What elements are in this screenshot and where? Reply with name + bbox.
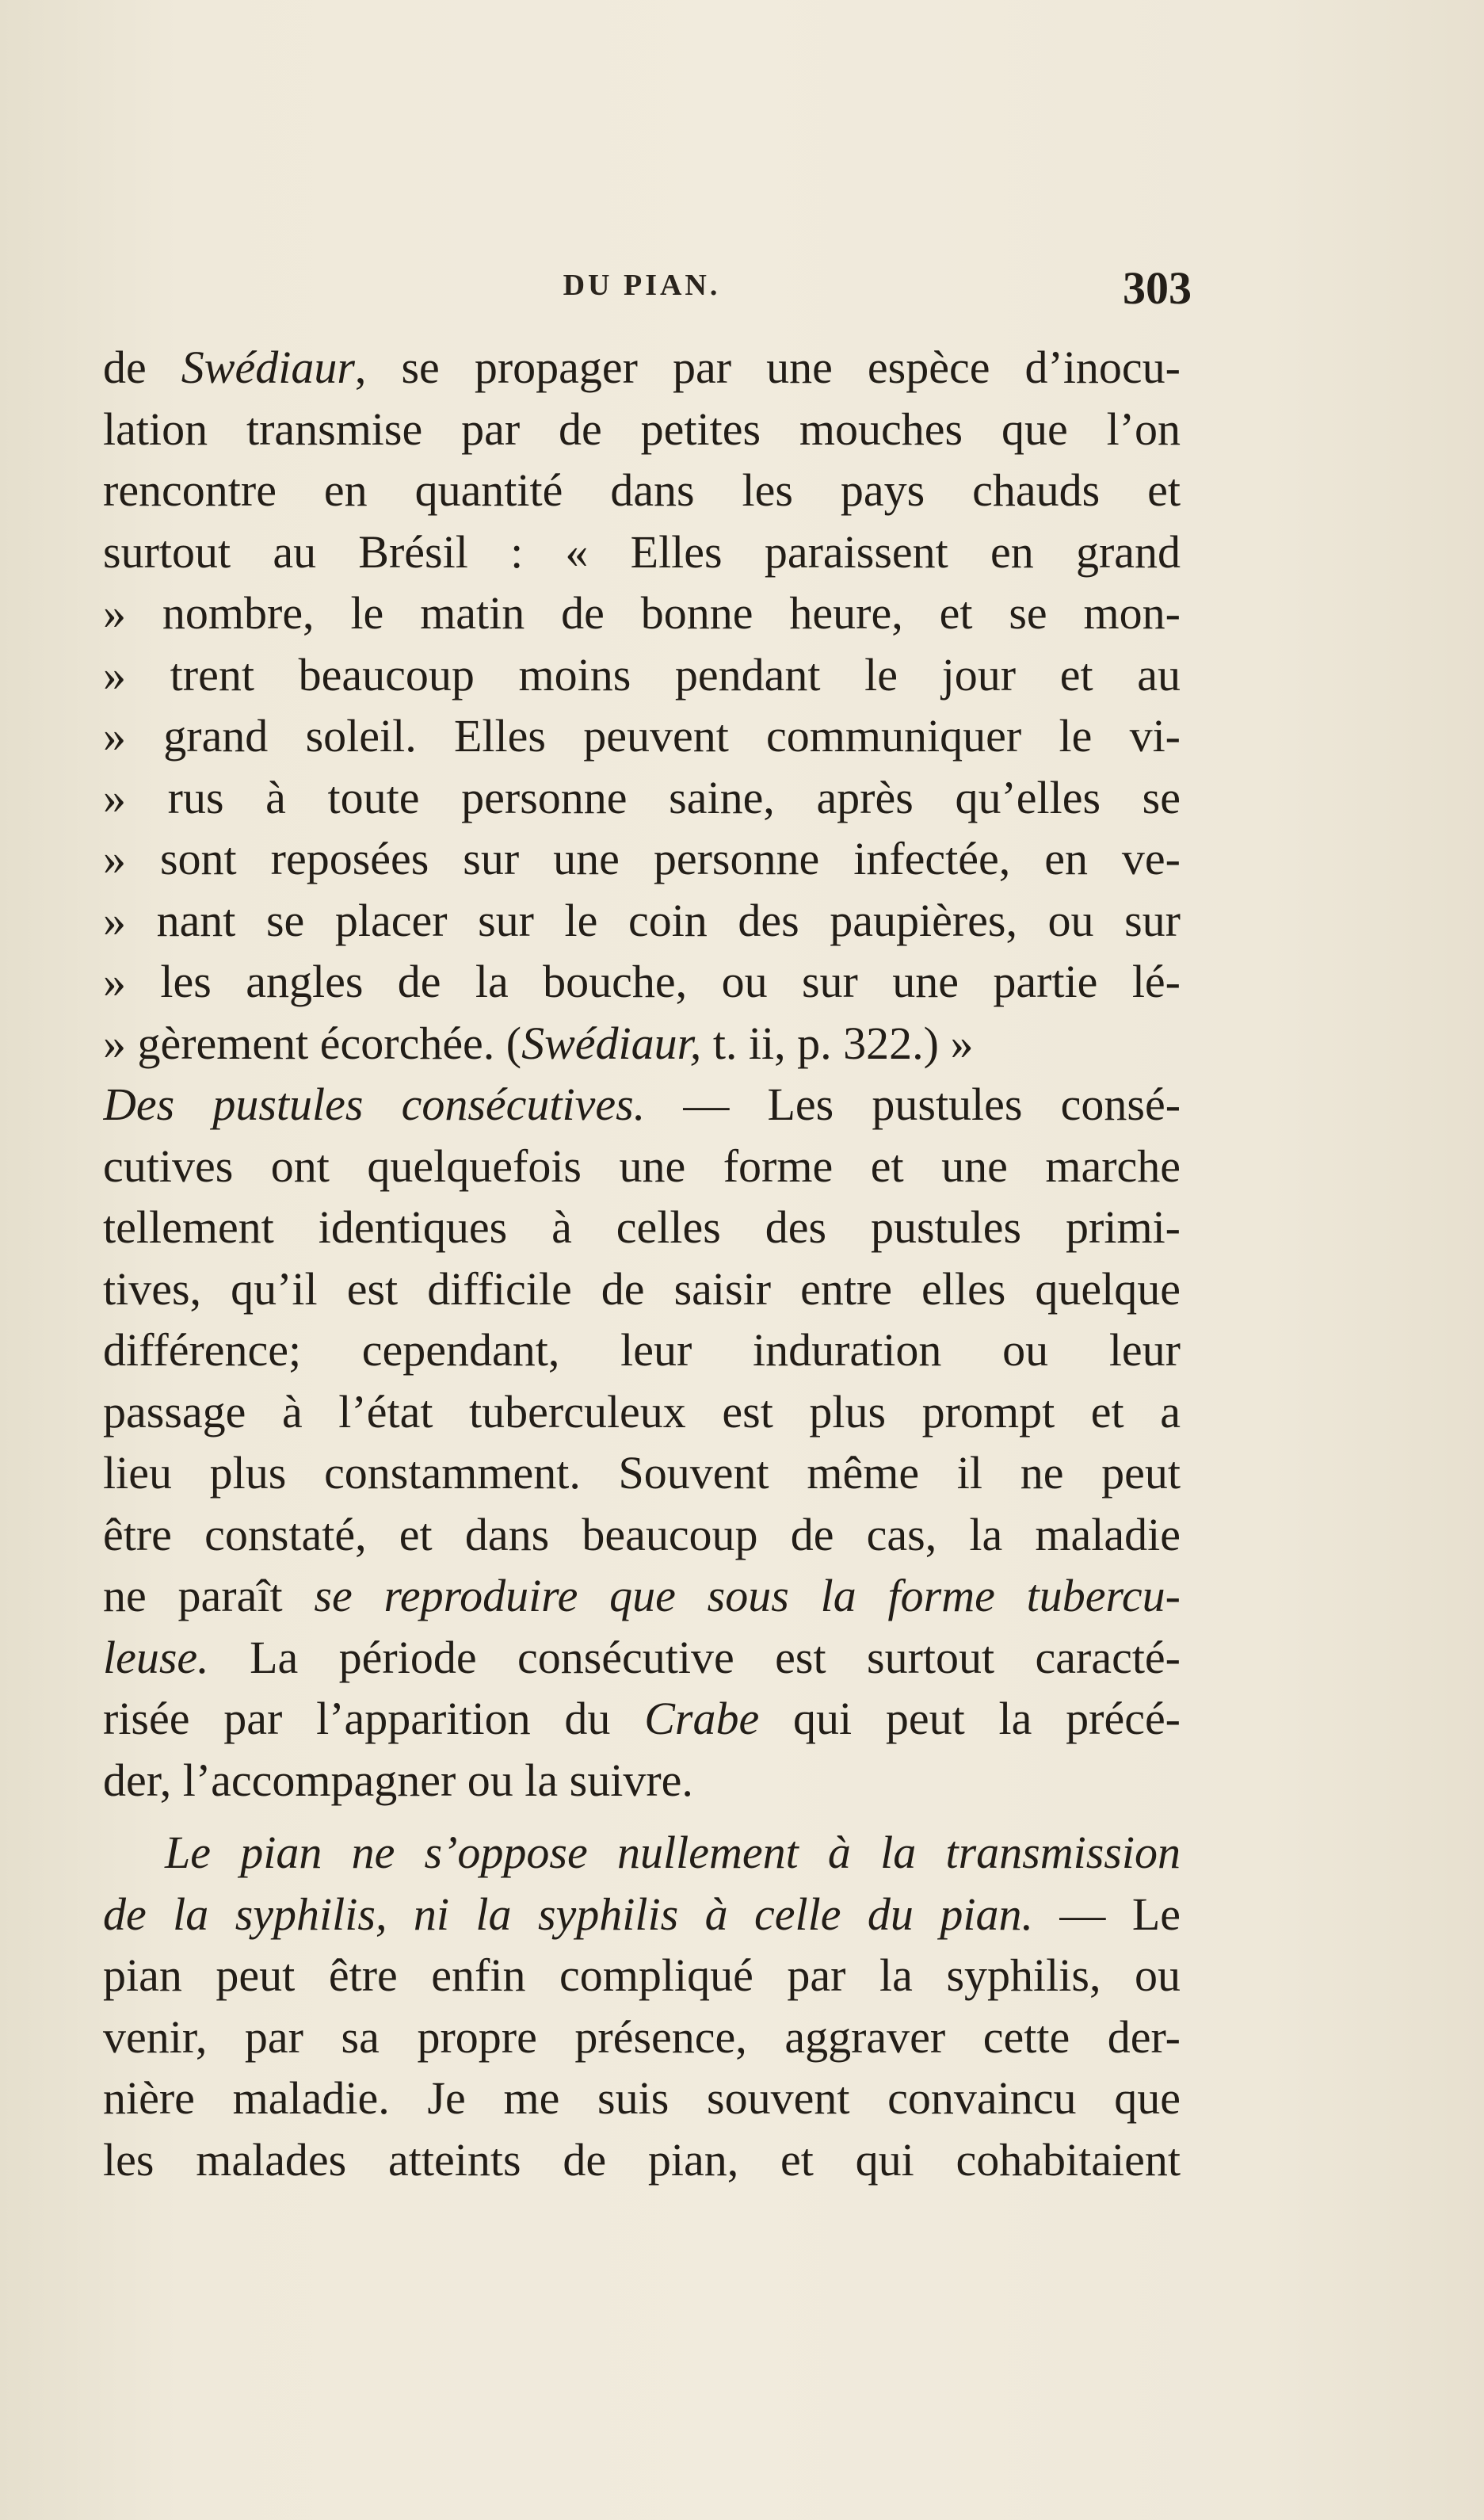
section-heading-line: Des pustules consécutives. — Les pustules consé- [103,1079,1181,1130]
section-heading-line [103,1822,1181,1884]
text-line: surtout au Brésil : « Elles paraissent en grand [103,525,1181,578]
text-line: tives, qu’il est difficile de saisir entre elles quelque [103,1262,1181,1315]
text-line: » rus à toute personne saine, après qu’elles se [103,771,1181,823]
text-line: nière maladie. Je me suis souvent convaincu que [103,2072,1181,2124]
text-line: lieu plus constamment. Souvent même il ne peut [103,1447,1181,1499]
paragraph-gap [103,1811,1181,1822]
text-line: être constaté, et dans beaucoup de cas, la maladie [103,1508,1181,1560]
text-line: » nombre, le matin de bonne heure, et se mon- [103,587,1181,639]
text-line: der, l’accompagner ou la suivre. [103,1754,693,1806]
text-line: cutives ont quelquefois une forme et une marche [103,1140,1181,1192]
text-line: les malades atteints de pian, et qui cohabitaient [103,2133,1181,2186]
text-line: lation transmise par de petites mouches que l’on [103,403,1181,455]
text-line: leuse. La période consécutive est surtout caracté- [103,1631,1181,1683]
page-header [103,262,1192,325]
text-line: tellement identiques à celles des pustules primi- [103,1201,1181,1253]
text-line: » nant se placer sur le coin des paupières, ou sur [103,894,1181,946]
section-heading: Des pustules consécutives. [103,1079,646,1130]
text-line: » grand soleil. Elles peuvent communiquer le vi- [103,710,1181,762]
text-line: de la syphilis, ni la syphilis à celle du pian. — Le [103,1888,1181,1940]
text-line: venir, par sa propre présence, aggraver cette der- [103,2010,1181,2063]
section-heading: Le pian ne s’oppose nullement à la transmission [165,1827,1181,1878]
body-text [103,337,1181,2190]
text-line: » gèrement écorchée. (Swédiaur, t. ii, p. 322.) » [103,1017,974,1069]
running-title: DU PIAN. [563,269,721,302]
text-line: différence; cependant, leur induration ou leur [103,1324,1181,1376]
page-number: 303 [1123,262,1192,314]
text-line: passage à l’état tuberculeux est plus prompt et a [103,1385,1181,1438]
text-line: rencontre en quantité dans les pays chauds et [103,464,1181,516]
text-line: pian peut être enfin compliqué par la syphilis, ou [103,1949,1181,2001]
text-line: » les angles de la bouche, ou sur une partie lé- [103,956,1181,1007]
text-line: ne paraît se reproduire que sous la forme tubercu- [103,1570,1181,1621]
text-line: » trent beaucoup moins pendant le jour et au [103,648,1181,701]
text-line: risée par l’apparition du Crabe qui peut la précé- [103,1693,1181,1744]
text-line: de Swédiaur, se propager par une espèce d’inocu- [103,342,1181,393]
text-line: » sont reposées sur une personne infectée, en ve- [103,833,1181,884]
